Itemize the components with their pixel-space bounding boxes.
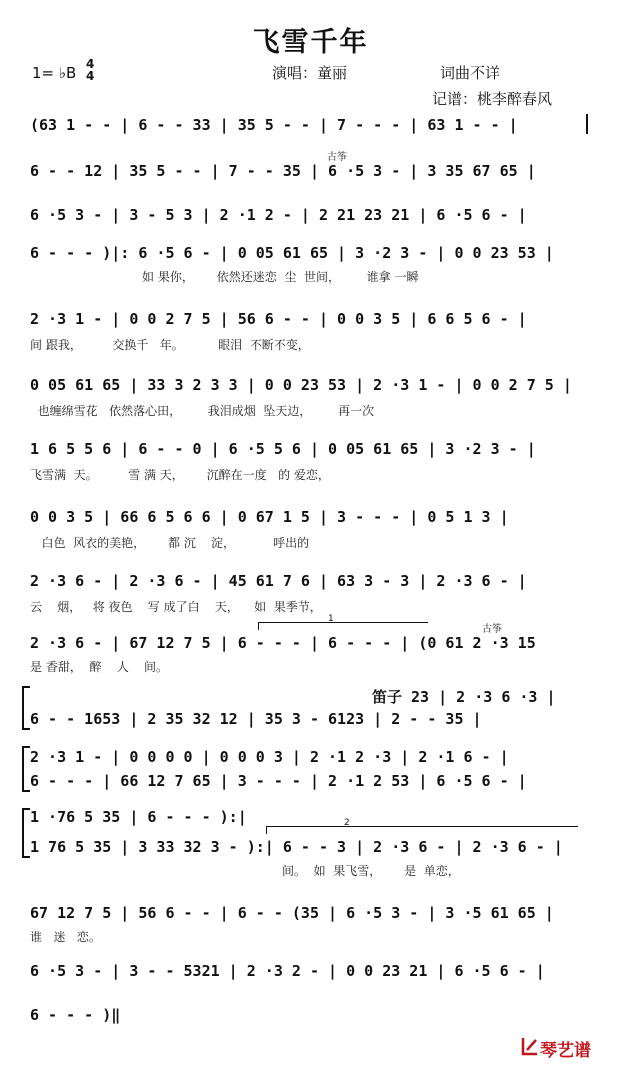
lyrics-line-10: 是 香甜， 醉 人 间。 — [30, 660, 168, 674]
volta-2-label: 2 — [344, 818, 350, 828]
credits: 词曲不详 — [440, 64, 501, 82]
instrument-label-guzheng: 古筝 — [327, 152, 347, 163]
lyrics-line-7: 飞雪满 天。 雪 满 天， 沉醉在一度 的 爱恋， — [30, 468, 330, 482]
time-signature-top: 4 — [86, 57, 95, 71]
score-line-10: 2 ·3 6 - | 67 12 7 5 | 6 - - - | 6 - - - | (0 61 2 ·3 15 — [30, 634, 536, 652]
lyrics-line-4: 如 果你， 依然还迷恋 尘 世间， 谁拿 一瞬 — [142, 270, 419, 284]
volta-2-line — [266, 826, 578, 827]
score-line-15: 6 ·5 3 - | 3 - - 5321 | 2 ·3 2 - | 0 0 23 21 | 6 ·5 6 - | — [30, 962, 545, 980]
volta-2-corner — [266, 826, 267, 834]
lyrics-line-6: 也缠绵雪花 依然落心田， 我泪成烟 坠天边， 再一次 — [30, 404, 375, 418]
score-line-4: 6 - - - )|: 6 ·5 6 - | 0 05 61 65 | 3 ·2 3 - | 0 0 23 53 | — [30, 244, 554, 262]
system-bracket-3 — [22, 808, 30, 858]
score-line-11-lower: 6 - - 1653 | 2 35 32 12 | 35 3 - 6123 | 2 - - 35 | — [30, 710, 482, 728]
score-line-13-upper: 1 ·76 5 35 | 6 - - - ):| — [30, 808, 247, 826]
notation-by: 记谱：桃李醉春风 — [432, 90, 553, 108]
system-bracket-1 — [22, 686, 30, 730]
instrument-label-guzheng-2: 古筝 — [482, 624, 502, 635]
score-line-2: 6 - - 12 | 35 5 - - | 7 - - 35 | 6 ·5 3 - | 3 35 67 65 | — [30, 162, 536, 180]
time-signature-bottom: 4 — [86, 69, 95, 83]
volta-1-line — [258, 622, 428, 623]
score-line-3: 6 ·5 3 - | 3 - 5 3 | 2 ·1 2 - | 2 21 23 21 | 6 ·5 6 - | — [30, 206, 527, 224]
volta-1-corner — [258, 622, 259, 630]
lyrics-line-5: 间 跟我， 交换千 年。 眼泪 不断不变， — [30, 338, 310, 352]
qinyipu-logo-icon — [521, 1036, 539, 1056]
score-line-13-lower: 1 76 5 35 | 3 33 32 3 - ):| 6 - - 3 | 2 ·3 6 - | 2 ·3 6 - | — [30, 838, 563, 856]
score-line-1: (63 1 - - | 6 - - 33 | 35 5 - - | 7 - - - | 63 1 - - | — [30, 116, 518, 134]
watermark-logo-text: 琴艺谱 — [540, 1041, 591, 1061]
score-line-8: 0 0 3 5 | 66 6 5 6 6 | 0 67 1 5 | 3 - - - | 0 5 1 3 | — [30, 508, 509, 526]
score-line-12-lower: 6 - - - | 66 12 7 65 | 3 - - - | 2 ·1 2 53 | 6 ·5 6 - | — [30, 772, 527, 790]
score-line-14: 67 12 7 5 | 56 6 - - | 6 - - (35 | 6 ·5 3 - | 3 ·5 61 65 | — [30, 904, 554, 922]
lyrics-line-8: 白色 风衣的美艳， 都 沉 淀， 呼出的 — [30, 536, 310, 550]
score-line-16: 6 - - - )‖ — [30, 1006, 121, 1024]
time-signature — [86, 58, 94, 82]
score-line-11-upper: 笛子 23 | 2 ·3 6 ·3 | — [372, 688, 556, 706]
score-line-5: 2 ·3 1 - | 0 0 2 7 5 | 56 6 - - | 0 0 3 5 | 6 6 5 6 - | — [30, 310, 527, 328]
score-line-6: 0 05 61 65 | 33 3 2 3 3 | 0 0 23 53 | 2 ·3 1 - | 0 0 2 7 5 | — [30, 376, 572, 394]
score-line-9: 2 ·3 6 - | 2 ·3 6 - | 45 61 7 6 | 63 3 - 3 | 2 ·3 6 - | — [30, 572, 527, 590]
volta-1-label: 1 — [328, 614, 334, 624]
song-title: 飞雪千年 — [252, 27, 369, 58]
score-line-12-upper: 2 ·3 1 - | 0 0 0 0 | 0 0 0 3 | 2 ·1 2 ·3 | 2 ·1 6 - | — [30, 748, 509, 766]
lyrics-line-13: 间。 如 果飞雪， 是 单恋， — [282, 864, 460, 878]
system-bracket-2 — [22, 746, 30, 792]
lyrics-line-9: 云 烟， 将 夜色 写 成了白 天， 如 果季节， — [30, 600, 322, 614]
key-signature: 1= ♭B — [32, 64, 77, 82]
lyrics-line-14: 谁 迷 恋。 — [30, 930, 101, 944]
score-line-7: 1 6 5 5 6 | 6 - - 0 | 6 ·5 5 6 | 0 05 61 65 | 3 ·2 3 - | — [30, 440, 536, 458]
singer: 演唱：童丽 — [272, 64, 348, 82]
score-line-1-end-bar — [586, 114, 588, 134]
